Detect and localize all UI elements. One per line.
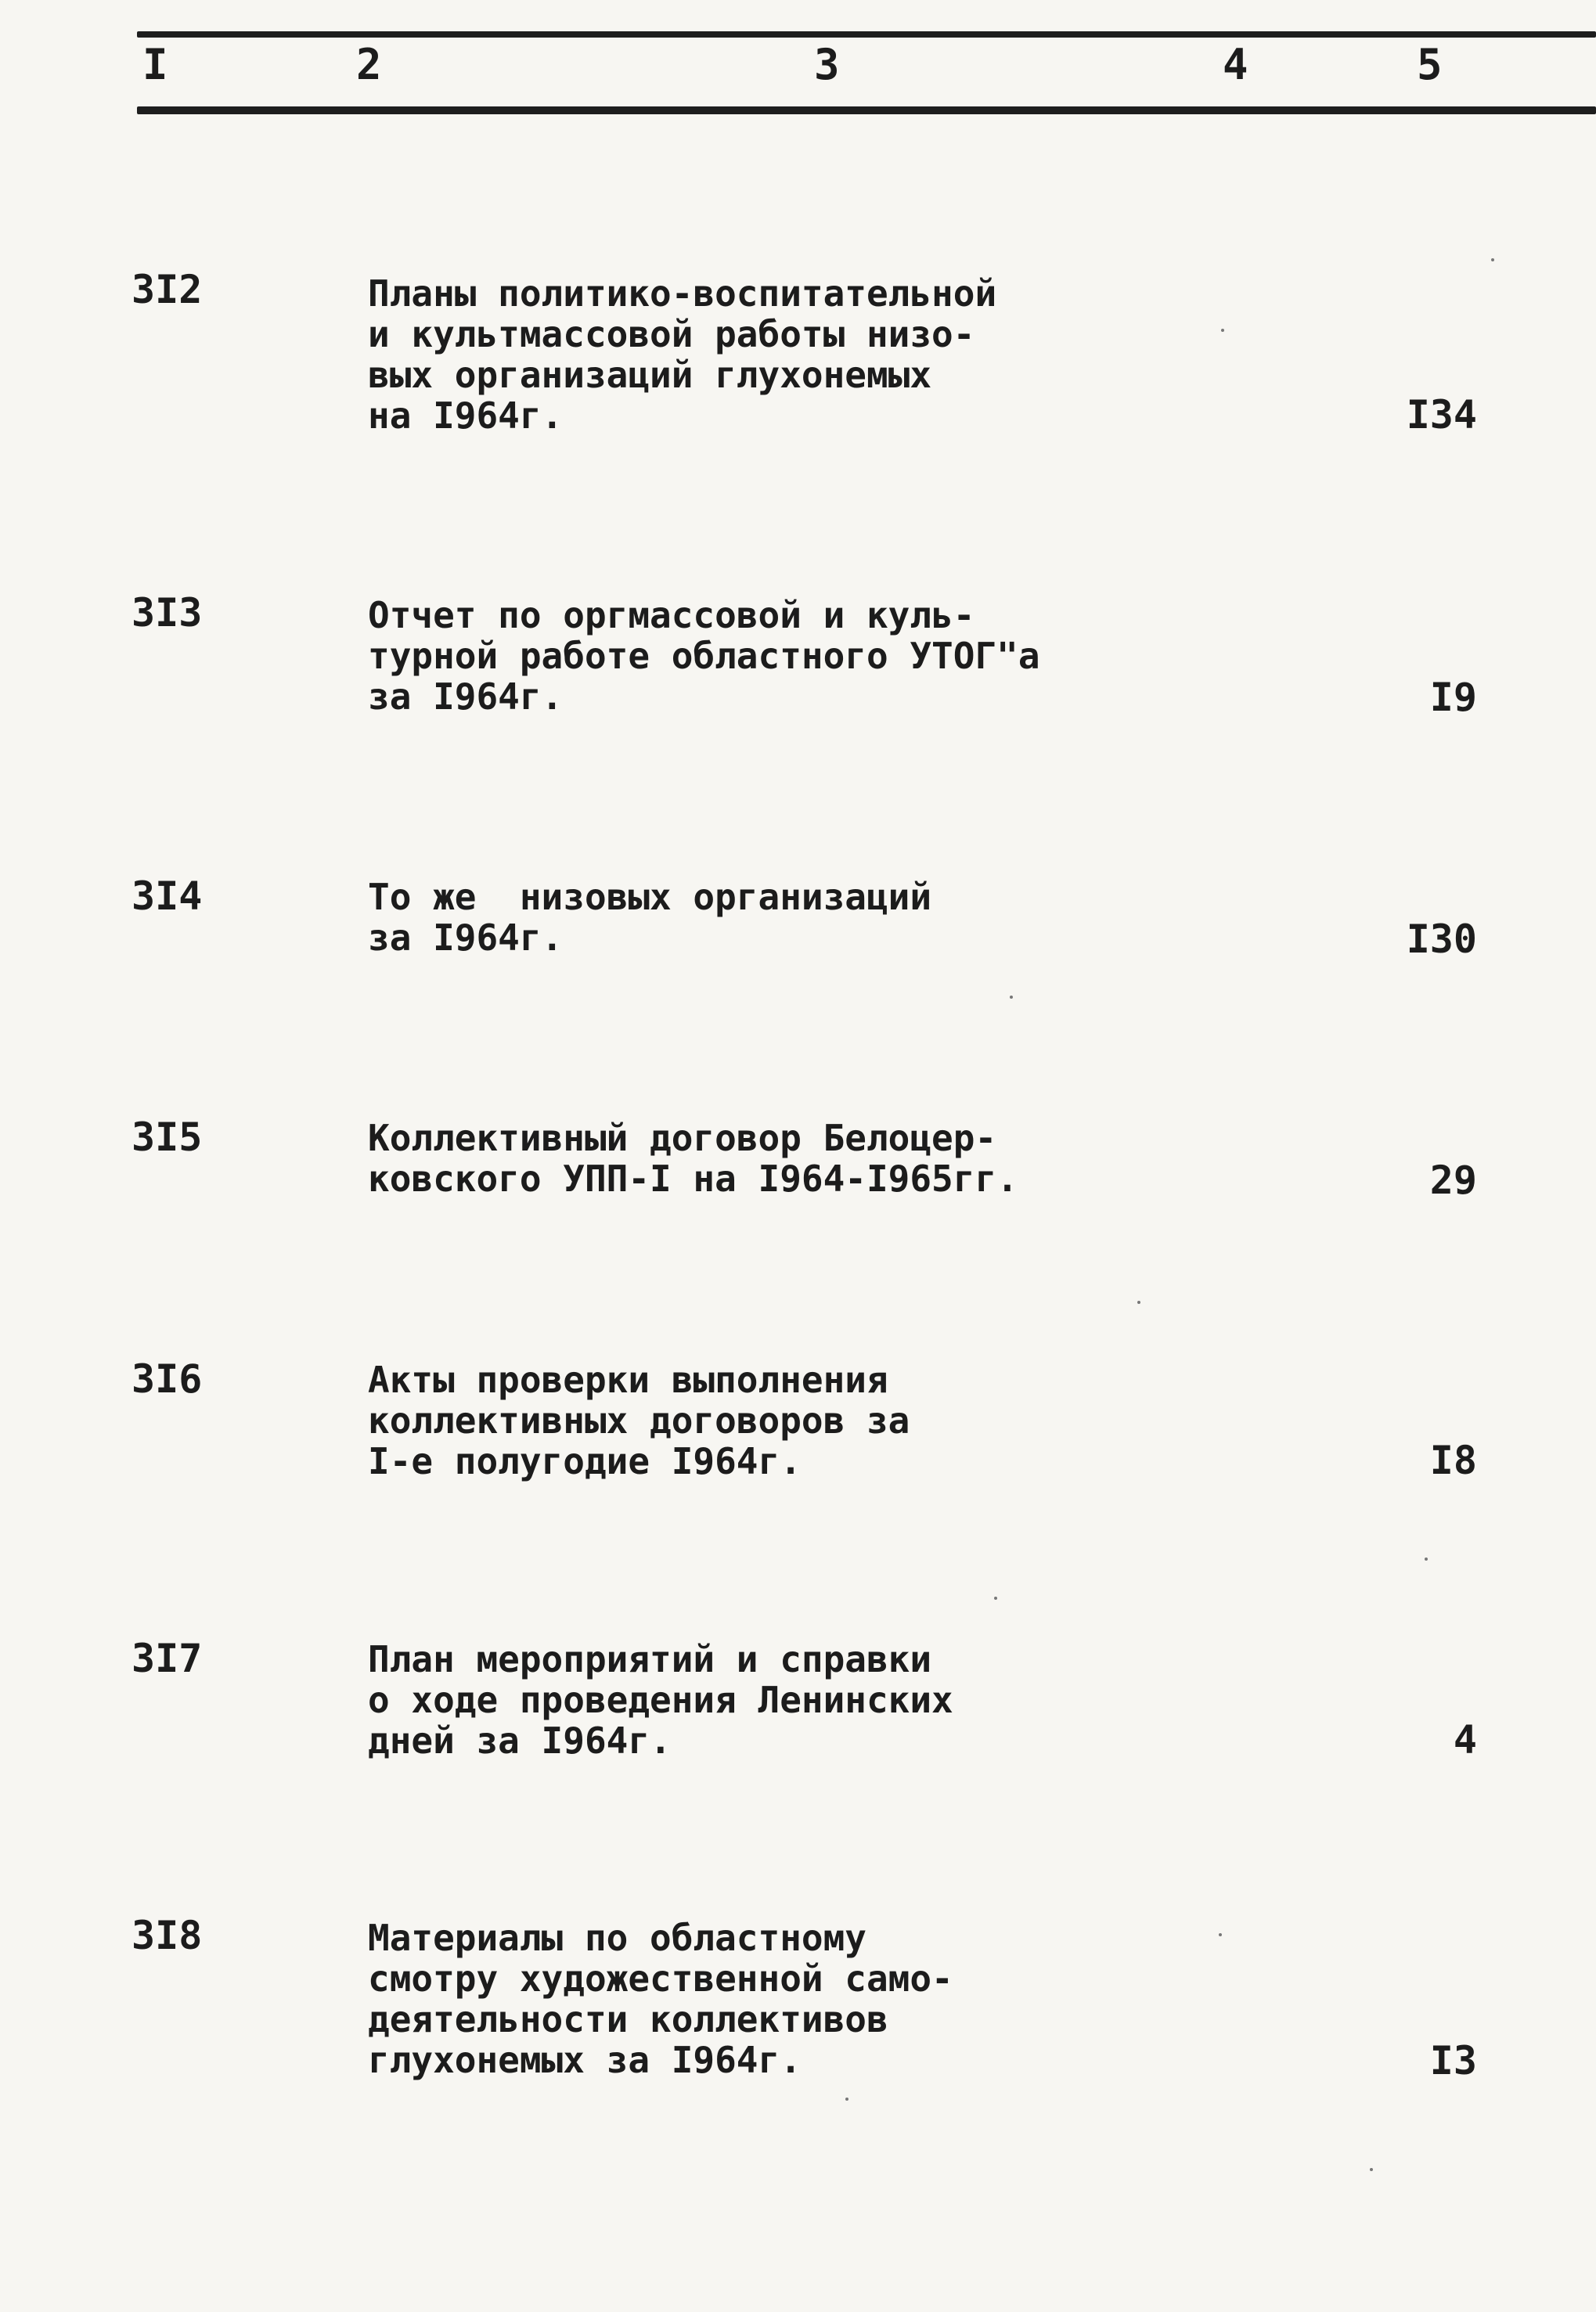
item-description — [368, 1359, 1151, 1482]
item-number: 3I7 — [131, 1636, 203, 1681]
description-line: турной работе областного УТОГ"а — [368, 635, 1040, 677]
description-line: I-е полугодие I964г. — [368, 1440, 802, 1482]
description-line: Материалы по областному — [368, 1917, 866, 1959]
description-line: Акты проверки выполнения — [368, 1359, 888, 1401]
description-line: Отчет по оргмассовой и куль- — [368, 594, 975, 636]
item-number: 3I6 — [131, 1356, 203, 1402]
sheet-count: I34 — [1406, 392, 1477, 438]
column-header-3: 3 — [814, 40, 840, 89]
item-description — [368, 1918, 1151, 2080]
item-description — [368, 1639, 1151, 1761]
scan-speck — [1137, 1301, 1140, 1304]
scan-speck — [1010, 996, 1013, 999]
column-header-5: 5 — [1417, 40, 1443, 89]
sheet-count: I3 — [1429, 2038, 1477, 2083]
column-header-4: 4 — [1223, 40, 1248, 89]
description-line: и культмассовой работы низо- — [368, 313, 975, 355]
description-line: То же низовых организаций — [368, 876, 932, 918]
description-line: о ходе проведения Ленинских — [368, 1679, 953, 1721]
scan-speck — [845, 2098, 848, 2101]
sheet-count: I8 — [1429, 1438, 1477, 1483]
description-line: глухонемых за I964г. — [368, 2039, 802, 2081]
item-description — [368, 1118, 1151, 1199]
header-top-rule — [137, 31, 1596, 38]
sheet-count: 4 — [1453, 1717, 1477, 1763]
sheet-count: 29 — [1429, 1158, 1477, 1203]
description-line: План мероприятий и справки — [368, 1638, 932, 1680]
description-line: за I964г. — [368, 917, 564, 959]
scan-speck — [1425, 1558, 1428, 1561]
description-line: дней за I964г. — [368, 1720, 672, 1762]
column-header-1: I — [142, 40, 168, 89]
description-line: за I964г. — [368, 675, 564, 718]
item-number: 3I2 — [131, 267, 203, 312]
description-line: Планы политико-воспитательной — [368, 272, 997, 315]
description-line: на I964г. — [368, 394, 564, 437]
description-line: Коллективный договор Белоцер- — [368, 1117, 997, 1159]
description-line: деятельности коллективов — [368, 1998, 888, 2040]
item-description — [368, 273, 1151, 436]
scan-speck — [1221, 329, 1224, 332]
header-bottom-rule — [137, 106, 1596, 114]
item-number: 3I3 — [131, 590, 203, 636]
item-description — [368, 877, 1151, 958]
description-line: смотру художественной само- — [368, 1957, 953, 2000]
scan-speck — [1370, 2168, 1373, 2171]
scan-speck — [1491, 258, 1494, 261]
description-line: ковского УПП-I на I964-I965гг. — [368, 1158, 1018, 1200]
item-number: 3I5 — [131, 1115, 203, 1160]
description-line: коллективных договоров за — [368, 1399, 910, 1442]
sheet-count: I9 — [1429, 675, 1477, 720]
scan-speck — [994, 1597, 997, 1600]
column-header-2: 2 — [356, 40, 382, 89]
item-number: 3I8 — [131, 1913, 203, 1958]
description-line: вых организаций глухонемых — [368, 354, 932, 396]
item-number: 3I4 — [131, 873, 203, 919]
scan-speck — [1219, 1933, 1222, 1936]
sheet-count: I30 — [1406, 917, 1477, 962]
item-description — [368, 595, 1151, 717]
